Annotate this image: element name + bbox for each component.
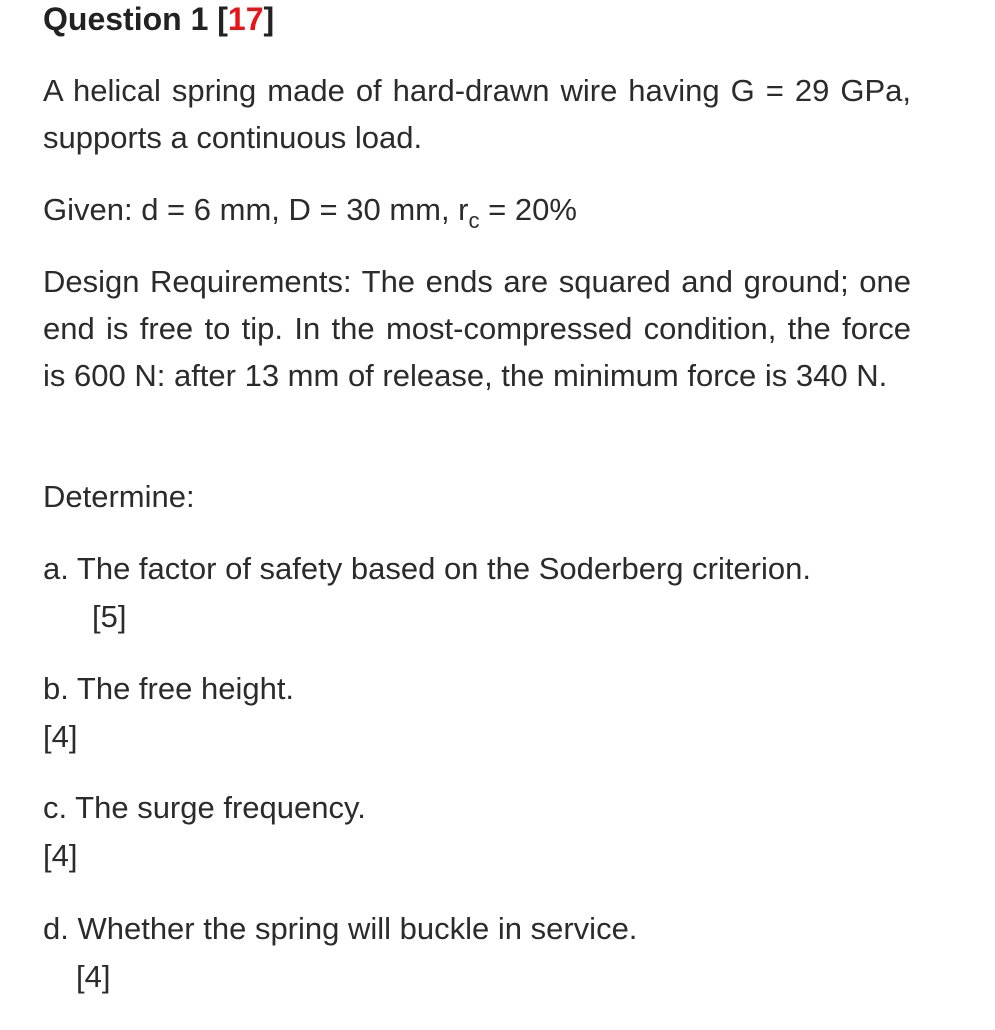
part-c-text: c. The surge frequency. xyxy=(43,790,366,825)
part-d-text: d. Whether the spring will buckle in service. xyxy=(43,911,638,946)
question-title-suffix: ] xyxy=(263,1,275,37)
part-b-marks: [4] xyxy=(43,719,78,754)
part-c-marks: [4] xyxy=(43,838,78,873)
part-d-marks: [4] xyxy=(76,959,111,994)
design-requirements-paragraph: Design Requirements: The ends are squared and ground; one end is free to tip. In the most-compressed condition, the force is 600 N: after 13 mm of release, the minimum force is 340 N. xyxy=(43,264,911,393)
given-subscript: c xyxy=(468,208,480,233)
given-suffix: = 20% xyxy=(479,192,577,227)
part-a-marks: [5] xyxy=(92,599,127,634)
determine-label: Determine: xyxy=(43,479,195,514)
intro-paragraph: A helical spring made of hard-drawn wire having G = 29 GPa, supports a continuous load. xyxy=(43,73,911,155)
given-text: Given: d = 6 mm, D = 30 mm, r xyxy=(43,192,469,227)
part-a-text: a. The factor of safety based on the Soderberg criterion. xyxy=(43,551,811,586)
total-marks: 17 xyxy=(227,1,264,37)
part-b-text: b. The free height. xyxy=(43,671,295,706)
given-line xyxy=(43,186,911,236)
question-title-prefix: Question 1 [ xyxy=(43,1,228,37)
question-title xyxy=(43,0,274,38)
